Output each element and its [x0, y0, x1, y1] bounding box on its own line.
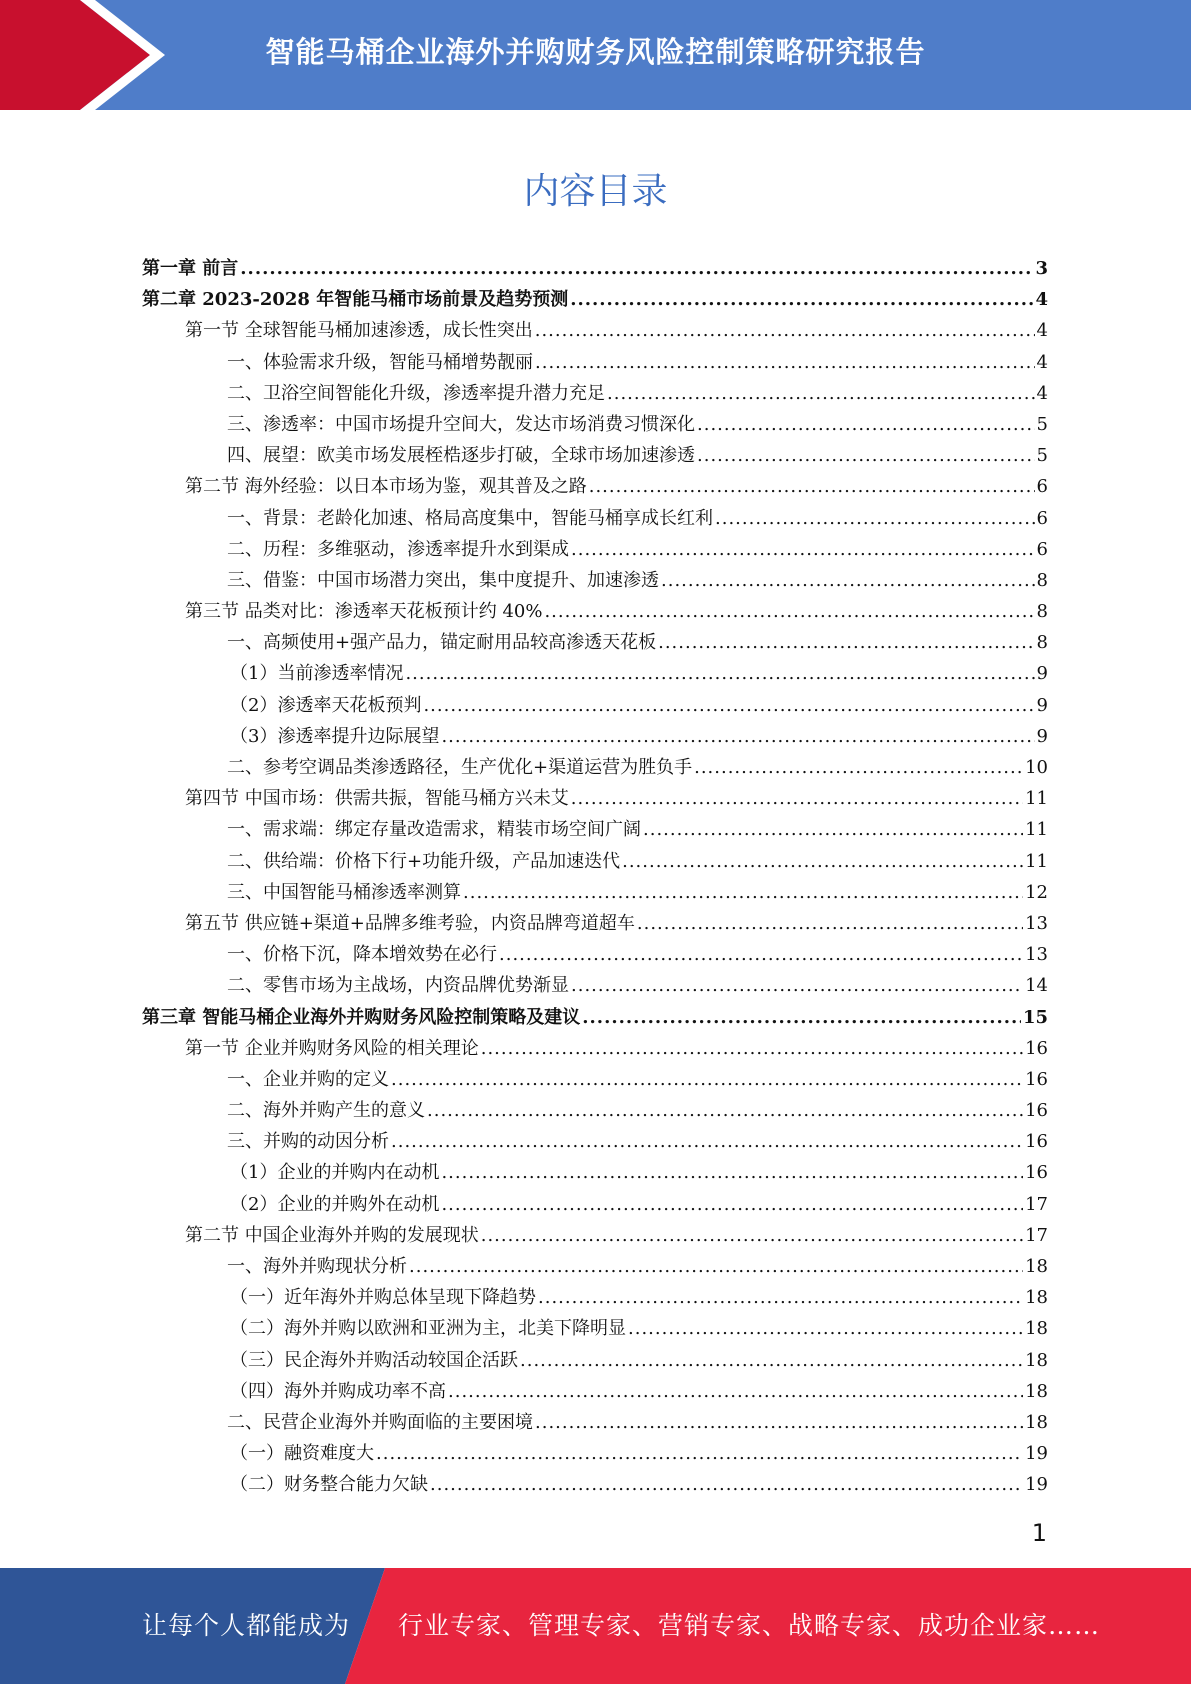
toc-entry[interactable] — [142, 503, 1048, 534]
toc-entry[interactable] — [142, 846, 1048, 877]
toc-dot-leader — [697, 440, 1035, 471]
toc-entry[interactable] — [142, 1407, 1048, 1438]
toc-entry-title: 四、展望：欧美市场发展桎梏逐步打破，全球市场加速渗透 — [227, 445, 695, 467]
toc-entry[interactable] — [142, 1157, 1048, 1188]
toc-entry-title: 二、海外并购产生的意义 — [227, 1100, 425, 1122]
toc-entry[interactable] — [142, 690, 1048, 721]
toc-dot-leader — [441, 721, 1034, 752]
toc-entry[interactable] — [142, 1376, 1048, 1407]
toc-dot-leader — [376, 1438, 1023, 1469]
toc-entry-page: 15 — [1022, 1006, 1048, 1028]
toc-entry-title: 二、参考空调品类渗透路径，生产优化+渠道运营为胜负手 — [227, 757, 693, 778]
toc-entry-title: 第二章 2023-2028 年智能马桶市场前景及趋势预测 — [142, 289, 569, 311]
toc-dot-leader — [520, 1345, 1023, 1376]
toc-entry-title: （四）海外并购成功率不高 — [230, 1380, 446, 1402]
toc-entry[interactable] — [142, 908, 1048, 939]
toc-dot-leader — [427, 1095, 1023, 1126]
toc-entry[interactable] — [142, 721, 1048, 752]
toc-entry-title: 第二节 中国企业海外并购的发展现状 — [185, 1224, 479, 1246]
toc-entry[interactable] — [142, 1126, 1048, 1157]
toc-dot-leader — [582, 1002, 1021, 1033]
toc-entry-page: 12 — [1025, 881, 1048, 903]
toc-dot-leader — [715, 503, 1035, 534]
table-of-contents — [142, 253, 1048, 1501]
page-header — [0, 0, 1191, 110]
toc-entry[interactable] — [142, 814, 1048, 845]
toc-dot-leader — [643, 814, 1023, 845]
toc-entry-title: 第一节 全球智能马桶加速渗透，成长性突出 — [185, 320, 533, 342]
toc-dot-leader — [535, 347, 1035, 378]
toc-entry-page: 16 — [1025, 1068, 1048, 1090]
toc-entry[interactable] — [142, 970, 1048, 1001]
toc-entry[interactable] — [142, 596, 1048, 627]
document-title: 智能马桶企业海外并购财务风险控制策略研究报告 — [265, 34, 926, 69]
toc-entry[interactable] — [142, 378, 1048, 409]
toc-entry[interactable] — [142, 347, 1048, 378]
toc-entry-page: 6 — [1036, 538, 1048, 560]
toc-entry-page: 9 — [1036, 725, 1048, 747]
toc-dot-leader — [622, 846, 1023, 877]
toc-entry[interactable] — [142, 1345, 1048, 1376]
toc-entry-page: 17 — [1025, 1193, 1048, 1215]
toc-entry-page: 5 — [1036, 413, 1048, 435]
toc-dot-leader — [481, 1033, 1023, 1064]
toc-entry-page: 11 — [1025, 788, 1048, 810]
toc-entry[interactable] — [142, 471, 1048, 502]
toc-entry-title: （一）近年海外并购总体呈现下降趋势 — [230, 1287, 536, 1309]
toc-entry[interactable] — [142, 877, 1048, 908]
toc-entry-title: 三、借鉴：中国市场潜力突出，集中度提升、加速渗透 — [227, 569, 659, 591]
toc-dot-leader — [423, 690, 1034, 721]
toc-dot-leader — [405, 658, 1034, 689]
toc-entry[interactable] — [142, 409, 1048, 440]
toc-entry[interactable] — [142, 627, 1048, 658]
toc-entry-title: （三）民企海外并购活动较国企活跃 — [230, 1349, 518, 1371]
toc-entry-page: 19 — [1025, 1474, 1048, 1496]
toc-dot-leader — [441, 1157, 1023, 1188]
toc-entry-title: 一、企业并购的定义 — [227, 1068, 389, 1090]
toc-entry-title: 三、并购的动因分析 — [227, 1131, 389, 1153]
toc-entry[interactable] — [142, 1282, 1048, 1313]
toc-entry[interactable] — [142, 1438, 1048, 1469]
toc-entry-title: 第三章 智能马桶企业海外并购财务风险控制策略及建议 — [142, 1006, 581, 1028]
toc-dot-leader — [571, 783, 1023, 814]
toc-dot-leader — [570, 284, 1033, 315]
toc-entry-page: 3 — [1035, 258, 1048, 279]
toc-entry-page: 8 — [1036, 569, 1048, 591]
toc-dot-leader — [448, 1376, 1023, 1407]
footer-slogan-left: 让每个人都能成为 — [142, 1611, 351, 1640]
toc-entry-page: 16 — [1025, 1037, 1048, 1059]
page-footer — [0, 1568, 1191, 1684]
toc-entry-page: 10 — [1025, 757, 1048, 778]
toc-entry[interactable] — [142, 534, 1048, 565]
toc-entry-title: 二、供给端：价格下行+功能升级，产品加速迭代 — [227, 850, 621, 872]
toc-entry-page: 11 — [1025, 819, 1048, 841]
toc-entry[interactable] — [142, 939, 1048, 970]
toc-entry-page: 19 — [1025, 1443, 1048, 1465]
toc-entry-title: （1）当前渗透率情况 — [230, 663, 404, 685]
toc-entry-page: 16 — [1025, 1162, 1048, 1184]
toc-entry-page: 18 — [1025, 1287, 1048, 1309]
toc-entry-page: 18 — [1025, 1256, 1048, 1277]
toc-entry-page: 4 — [1036, 351, 1048, 373]
toc-entry-title: 一、需求端：绑定存量改造需求，精装市场空间广阔 — [227, 819, 641, 841]
toc-entry-page: 6 — [1036, 507, 1048, 529]
toc-entry[interactable] — [142, 1251, 1048, 1282]
toc-dot-leader — [571, 970, 1023, 1001]
toc-dot-leader — [535, 315, 1035, 346]
toc-entry-title: 第二节 海外经验：以日本市场为鉴，观其普及之路 — [185, 476, 587, 498]
toc-entry-title: 一、体验需求升级，智能马桶增势靓丽 — [227, 351, 533, 373]
toc-entry-page: 4 — [1036, 320, 1048, 342]
toc-entry-page: 16 — [1025, 1131, 1048, 1153]
toc-dot-leader — [661, 565, 1035, 596]
toc-entry[interactable] — [142, 783, 1048, 814]
toc-entry-title: （二）财务整合能力欠缺 — [230, 1474, 428, 1496]
toc-entry-title: 二、民营企业海外并购面临的主要困境 — [227, 1411, 533, 1433]
toc-dot-leader — [535, 1407, 1023, 1438]
toc-entry-title: 一、高频使用+强产品力，锚定耐用品较高渗透天花板 — [227, 632, 657, 654]
toc-dot-leader — [544, 596, 1034, 627]
toc-entry-title: （一）融资难度大 — [230, 1443, 374, 1465]
toc-entry-title: （2）企业的并购外在动机 — [230, 1193, 440, 1215]
toc-dot-leader — [637, 908, 1023, 939]
toc-entry[interactable] — [142, 565, 1048, 596]
toc-dot-leader — [240, 253, 1033, 284]
toc-dot-leader — [628, 1313, 1023, 1344]
toc-entry-page: 8 — [1036, 632, 1048, 654]
toc-entry-title: 三、渗透率：中国市场提升空间大，发达市场消费习惯深化 — [227, 413, 695, 435]
toc-entry[interactable] — [142, 1002, 1048, 1033]
toc-entry[interactable] — [142, 1033, 1048, 1064]
toc-entry-title: （二）海外并购以欧洲和亚洲为主，北美下降明显 — [230, 1318, 626, 1340]
toc-entry-title: 二、历程：多维驱动，渗透率提升水到渠成 — [227, 538, 569, 560]
toc-entry-page: 18 — [1025, 1349, 1048, 1371]
toc-dot-leader — [607, 378, 1035, 409]
toc-entry-page: 6 — [1036, 476, 1048, 498]
toc-heading: 内容目录 — [523, 171, 668, 212]
footer-slogan-right: 行业专家、管理专家、营销专家、战略专家、成功企业家…… — [398, 1611, 1101, 1640]
toc-dot-leader — [463, 877, 1023, 908]
toc-entry[interactable] — [142, 1095, 1048, 1126]
toc-entry-page: 13 — [1025, 944, 1048, 966]
toc-dot-leader — [409, 1251, 1023, 1282]
toc-dot-leader — [658, 627, 1034, 658]
toc-entry-title: 二、卫浴空间智能化升级，渗透率提升潜力充足 — [227, 382, 605, 404]
toc-entry-title: （1）企业的并购内在动机 — [230, 1162, 440, 1184]
toc-entry-page: 17 — [1025, 1224, 1048, 1246]
toc-entry-title: （3）渗透率提升边际展望 — [230, 725, 440, 747]
toc-entry-title: 第四节 中国市场：供需共振，智能马桶方兴未艾 — [185, 788, 569, 810]
toc-entry[interactable] — [142, 440, 1048, 471]
toc-entry[interactable] — [142, 284, 1048, 315]
page-number: 1 — [1031, 1519, 1047, 1547]
toc-dot-leader — [441, 1189, 1023, 1220]
toc-entry-page: 9 — [1036, 663, 1048, 685]
toc-entry-title: 一、海外并购现状分析 — [227, 1256, 407, 1277]
toc-entry-page: 16 — [1025, 1100, 1048, 1122]
toc-entry-page: 9 — [1036, 694, 1048, 716]
toc-entry[interactable] — [142, 1189, 1048, 1220]
toc-entry-page: 4 — [1035, 289, 1048, 311]
toc-entry[interactable] — [142, 1064, 1048, 1095]
toc-entry-page: 18 — [1025, 1318, 1048, 1340]
toc-dot-leader — [589, 471, 1035, 502]
toc-entry-title: 第一节 企业并购财务风险的相关理论 — [185, 1037, 479, 1059]
toc-dot-leader — [697, 409, 1035, 440]
toc-entry-page: 13 — [1025, 912, 1048, 934]
toc-dot-leader — [538, 1282, 1023, 1313]
toc-entry[interactable] — [142, 752, 1048, 783]
toc-dot-leader — [430, 1469, 1023, 1500]
toc-entry-title: 一、背景：老龄化加速、格局高度集中，智能马桶享成长红利 — [227, 507, 713, 529]
toc-entry-title: 二、零售市场为主战场，内资品牌优势渐显 — [227, 975, 569, 997]
toc-entry[interactable] — [142, 658, 1048, 689]
toc-entry[interactable] — [142, 1469, 1048, 1500]
toc-dot-leader — [481, 1220, 1023, 1251]
toc-entry-page: 18 — [1025, 1380, 1048, 1402]
toc-entry-title: 三、中国智能马桶渗透率测算 — [227, 881, 461, 903]
toc-entry[interactable] — [142, 315, 1048, 346]
toc-entry-title: 第三节 品类对比：渗透率天花板预计约 40% — [185, 601, 543, 623]
toc-entry-page: 11 — [1025, 850, 1048, 872]
toc-entry-page: 14 — [1025, 975, 1048, 997]
toc-dot-leader — [391, 1064, 1023, 1095]
toc-entry-page: 8 — [1036, 601, 1048, 623]
toc-entry-page: 4 — [1036, 382, 1048, 404]
toc-dot-leader — [391, 1126, 1023, 1157]
toc-dot-leader — [499, 939, 1023, 970]
toc-entry-title: 一、价格下沉，降本增效势在必行 — [227, 944, 497, 966]
toc-dot-leader — [694, 752, 1023, 783]
toc-entry-page: 18 — [1025, 1411, 1048, 1433]
toc-entry[interactable] — [142, 1220, 1048, 1251]
toc-dot-leader — [571, 534, 1035, 565]
toc-entry-title: 第五节 供应链+渠道+品牌多维考验，内资品牌弯道超车 — [185, 912, 635, 934]
toc-entry[interactable] — [142, 1313, 1048, 1344]
toc-entry-title: 第一章 前言 — [142, 258, 239, 279]
toc-entry-page: 5 — [1036, 445, 1048, 467]
toc-entry-title: （2）渗透率天花板预判 — [230, 694, 422, 716]
toc-entry[interactable] — [142, 253, 1048, 284]
